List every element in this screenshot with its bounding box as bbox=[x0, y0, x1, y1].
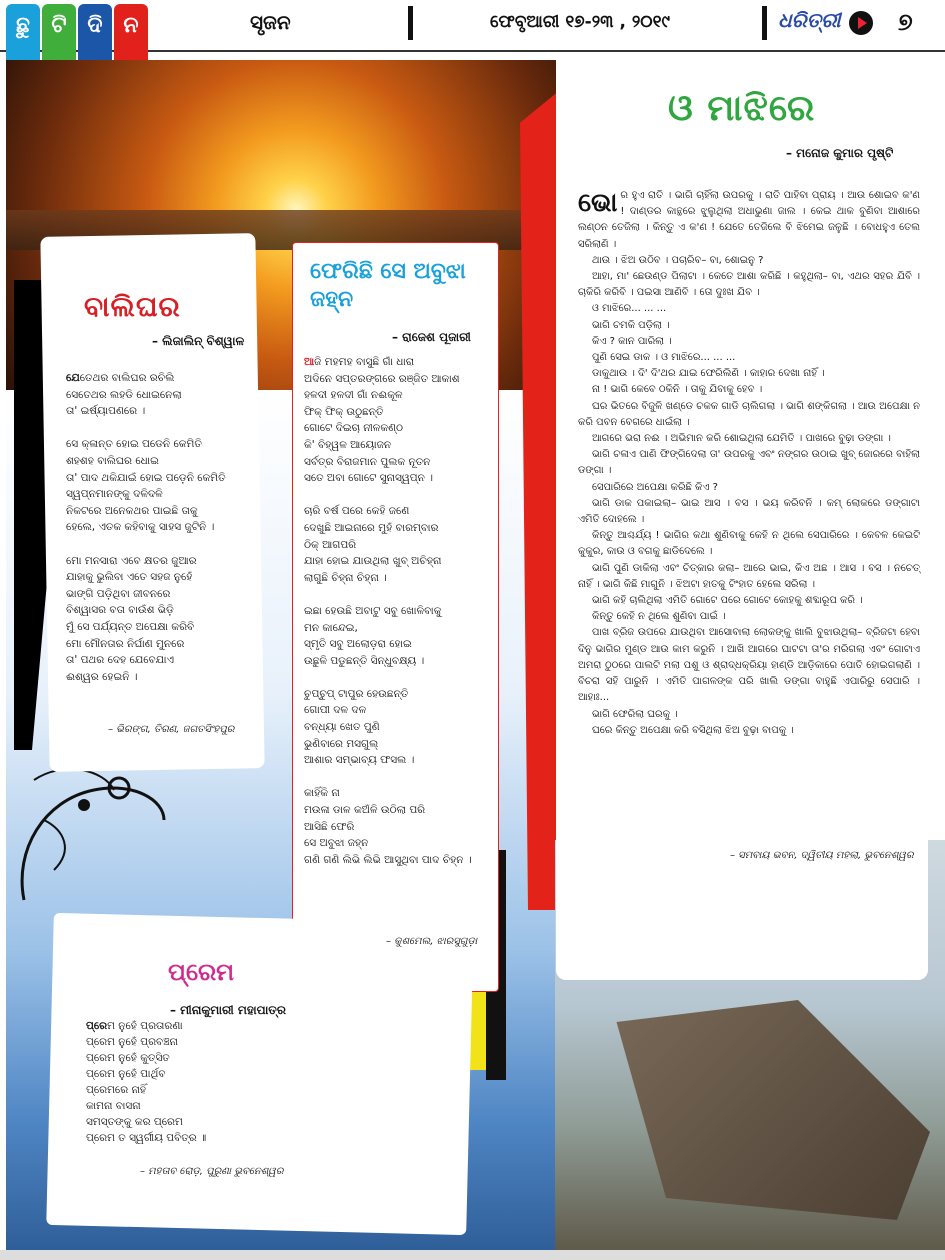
poem-place: – କୁଶମେଲ, ଝାରସୁଗୁଡ଼ା bbox=[386, 936, 478, 947]
logo-letter: ଛୁ bbox=[6, 4, 40, 66]
issue-date: ଫେବୃଆରୀ ୧୭-୨୩ , ୨୦୧୯ bbox=[490, 12, 670, 32]
story-paragraph: ଓ ମାଝିରେ... ... ... bbox=[592, 303, 667, 315]
play-icon bbox=[849, 11, 873, 35]
poem-body bbox=[86, 1018, 346, 1146]
poem-text: ମ ନୁହେଁ ପ୍ରତାରଣା ପ୍ରେମ ନୁହେଁ ପ୍ରବଞ୍ଚନା ପ୍ରେମ ନୁହେଁ କୁତ୍ସିତ ପ୍ରେମ ନୁହେଁ ପାର୍ଥିବ ପ୍ରେମରେ ନାହିଁ କାମନା ବାସନା ସମସ୍ତଙ୍କୁ କର ପ୍ରେମ ପ୍ରେମ ତ ସ୍ୱର୍ଗୀୟ ପବିତ୍ର ॥ bbox=[86, 1020, 207, 1144]
poem-author: – ରାଜେଶ ପୂଜାରୀ bbox=[392, 330, 471, 344]
story-paragraph: ଆହା, ମା' ଛେଉଣ୍ଡ ପିଲାଟା । କେତେ ଆଶା କରିଛି । କହୁଥିଲା– ବା, ଏଥର ସହର ଯିବି । ଚାକିରି କରିବି । ପଇସା ଆଣିବି । ତୋ ଦୁଃଖ ଯିବ । bbox=[578, 271, 920, 299]
story-paragraph: ନା ! ଭାଗି କେବେ ଠକିନି । ତାକୁ ଯିବାକୁ ହେବ । bbox=[592, 384, 763, 396]
story-place: – ସମବାୟ ଭବନ, ଦ୍ୱିତୀୟ ମହଲା, ଭୁବନେଶ୍ୱର bbox=[730, 850, 914, 861]
story-paragraph: ସେପାରିରେ ଅପେକ୍ଷା କରିଛି କିଏ ? bbox=[592, 481, 718, 493]
header-divider bbox=[762, 6, 767, 40]
story-title: ଓ ମାଝିରେ bbox=[668, 88, 816, 129]
story-paragraph: କିନ୍ତୁ କେହି ନ ଥିଲେ ଶୁଣିବା ପାଇଁ । bbox=[592, 611, 726, 623]
story-paragraph: କିନ୍ତୁ ଆଶ୍ଚର୍ଯ୍ୟ ! ଭାଗିର କଥା ଶୁଣିବାକୁ କେହି ନ ଥିଲେ ସେପାରିରେ । କେବଳ କେଇଟି କୁକୁର, କାଉ ଓ ବଗକୁ ଛାଡିଦେଲେ । bbox=[578, 530, 920, 558]
story-paragraph: ଭାଗି ଚଳାଏ ପାଣି ଫିଙ୍ଗିଦେଲା ତା' ଉପରକୁ ଏବଂ ନଙ୍ଗର ଉଠାଇ ଖୁବ୍ ଜୋରରେ ବାହିଲା ଡଙ୍ଗା । bbox=[578, 449, 920, 477]
logo-letter: ଟି bbox=[42, 4, 76, 66]
poem-title: ପ୍ରେମ bbox=[168, 958, 235, 986]
poem-author: – ଲିଜାଲିନ୍ ବିଶ୍ୱାଳ bbox=[152, 334, 245, 348]
story-paragraph: ଡାକୁଥାଉ । ଦି' ଦି'ଥର ଯାଇ ଫେରିଲିଣି । କାହାର ଦେଖା ନାହିଁ । bbox=[592, 368, 825, 380]
poem-author: – ମୀନାକୁମାରୀ ମହାପାତ୍ର bbox=[170, 1003, 286, 1017]
poem-text: ଜି ମହମହ ବାସୁଛି ଗାଁ ଧାରା ଅଦିନେ ସପ୍ତରଙ୍ଗରେ ରଞ୍ଜିତ ଆକାଶ ହଳଦୀ ହଳଦୀ ଗାଁ ନଈକୂଳ ଫିକ୍ ଫିକ୍ ଉଠୁଛନ୍ତି ଗୋଟେ ଦିଇଚା ନୀଳକଣ୍ଠ କି' ବିହ୍ୱଳ ଆୟୋଜନ ସର୍ବତ୍ର ବିରାଜମାନ ପୁଲକ ନୂତନ ସତେ ଅବା ଗୋଟେ ସୁନାସ୍ୱପ୍ନ । ଚାରି ବର୍ଷ ପରେ କେହି ଜଣେ ଦେଖୁଛି ଆଇନାରେ ମୁହଁ ବାରମ୍ବାର ଠିକ୍ ଆଗପରି ଯାହା ହୋଇ ଯାଉଥିଲା ଖୁବ୍ ଅଚିହ୍ନା ଲାଗୁଛି ଚିହ୍ନା ଚିହ୍ନା । ଇଛା ହେଉଛି ଅବାଟୁ ସବୁ ଖୋଳିବାକୁ ମନ କାନ୍ଦେଇ, ସ୍ମୃତି ସବୁ ଅଲୋଡ଼ରା ହୋଇ ଉଛୁଳି ପଡୁଛନ୍ତି ସିନ୍ଧୁବକ୍ଷ୍ୟ । ଚୁପ୍‌ଚୁପ୍ ଟାପୁର ହେଉଛନ୍ତି ଗୋପୀ ଦଳ ଦଳ ବନ୍ଧ୍ୟା ଖେତ ପୁଣି ଭୁଣିବାରେ ମସଗୁଲ୍ ଆଶାର ସମ୍ଭାବ୍ୟ ଫସଲ । କାହିଁକି ନା ମଉଳା ଡାଳ କଅଁଳି ଉଠିଲା ପରି ଆସିଛି ଫେରି ସେ ଅବୁଝା ଜହ୍ନ ଗଣି ଗଣି ଲିଭି ଲିଭି ଆସୁଥିବା ପାଦ ଚିହ୍ନ । bbox=[304, 356, 472, 866]
story-author: – ମନୋଜ କୁମାର ପୃଷ୍ଟି bbox=[786, 146, 894, 160]
poem-title: ବାଲିଘର bbox=[84, 290, 181, 323]
section-name: ସୃଜନ bbox=[250, 10, 291, 34]
logo-letter: ଦି bbox=[78, 4, 112, 66]
logo-letter: ନ bbox=[114, 4, 148, 66]
dropcap: ଆ bbox=[304, 356, 315, 368]
story-paragraph: ପୁଣି ସେଇ ଡାକ । ଓ ମାଝିରେ... ... ... bbox=[592, 352, 736, 364]
story-paragraph: ଭାଗି ଫେରିଲା ଘରକୁ । bbox=[592, 708, 678, 720]
dropcap: ପ୍ରେ bbox=[86, 1020, 108, 1032]
poem-body bbox=[304, 354, 494, 868]
story-paragraph: ଘରେ କିନ୍ତୁ ଅପେକ୍ଷା କରି ବସିଥିଲା ଝିଅ ବୁଢ଼ା ବାପକୁ । bbox=[592, 724, 794, 736]
story-paragraph: ଭାଗି କହି ଚାଲିଥିଲା ଏମିତି ଗୋଟେ ପରେ ଗୋଟେ କୋହକୁ ଶବ୍ଦାରୂପ କରି । bbox=[592, 595, 863, 607]
story-paragraph: ଘର ଭିତରେ ବିଜୁଳି ଖଣ୍ଡେ ଚକକ ଗାଡି ଚାଲିଗଲା । ଭାଗି ଶଙ୍କିଗଲା । ଆଉ ଅପେକ୍ଷା ନ କରି ପବନ ବେଗରେ ଧାଇଁଲା । bbox=[578, 400, 920, 428]
poem-title: ଫେରିଛି ସେ ଅବୁଝା ଜହ୍ନ bbox=[310, 259, 466, 312]
poem-text: ତେଥର ବାଲିଘର ରଚିଲି ସେତେଥର ଲହଡି ଧୋଇନେଲା ତା' ଇର୍ଷ୍ୟାପଣରେ । ସେ କ୍ଳାନ୍ତ ହୋଇ ପଡେନି କେମିତି ଶହଶହ ବାଲିଘର ଧୋଇ ତା' ପାଦ ଥକିଯାଇଁ ହୋଇ ପଡ଼େନି କେମିତି ସ୍ୱପ୍ନମାନଙ୍କୁ ଦଳିଦଳି ନିକଟରେ ଅନେକଥର ପାଇଛି ତାକୁ ହେଲେ, ଏତକ କହିବାକୁ ସାହସ ଜୁଟିନି । ମୋ ମନସାରା ଏବେ କ୍ଷତର ଜୁଆର ଯାହାକୁ ଭୁଲିବା ଏତେ ସହଜ ନୁହେଁ ଭାଙ୍ଗି ପଡ଼ିଥିବା ଜୀବନରେ ବିଶ୍ୱାସର ବତା ବାଉଁଶ ଭିଡ଼ି ମୁଁ ସେ ପର୍ଯ୍ୟନ୍ତ ଅପେକ୍ଷା କରିବି ମୋ ମୌନତାର ନିର୍ଘାଣ ମୁନରେ ତା' ପଥର ଦେହ ଯେବେଯାଏ ଈଶ୍ୱର ହେଇନି । bbox=[66, 372, 226, 683]
floral-ornament-icon bbox=[14, 760, 174, 910]
story-paragraph: ପାଖ ବ୍ରିଜ ଉପରେ ଯାଉଥିବା ଆସୋବାଲା ଲୋକଙ୍କୁ ଖାଲି ବୁଝାଉଥିଲା– ବ୍ରିଜଟା ହେବା ଦିନୁ ଭାଗିର ମୁଣ୍ଡ ଆଉ କାମ କରୁନି । ଆଖି ଆଗରେ ଘାଟଟା ତା'ର ମରିଗଲା ଏବଂ ଗୋଟାଏ ଅମରା ଠୁଠରେ ପାଲଟି ମଲା ପଶୁ ଓ ଶ୍ରାଦ୍ଧକ୍ରିୟା ହାଣ୍ଡି ଆଡ଼ିକାରେ ପୋତି ହୋଇଗଲାଣି । ବିଚରା ସହି ପାରୁନି । ଏମିତି ପାଗଳଙ୍କ ପରି ଖାଲି ଡଙ୍ଗା ବାହୁଛି ଏପାରିରୁ ସେପାରି । ଆହାଃ... bbox=[578, 627, 920, 704]
story-paragraph: ଭାଗି ଚମକି ପଡ଼ିଲା । bbox=[592, 319, 670, 331]
poem-place: – ମହତାବ ରୋଡ଼, ପୁରୁଣା ଭୁବନେଶ୍ୱର bbox=[140, 1166, 284, 1177]
page-header bbox=[0, 0, 945, 52]
dropcap: ଭୋ bbox=[578, 188, 618, 218]
page-number: ୭ bbox=[898, 8, 913, 36]
story-body bbox=[578, 188, 920, 739]
masthead-logo bbox=[6, 4, 148, 46]
page-footer-bar bbox=[0, 1250, 945, 1260]
story-paragraph: ଥାଉ । ଝିଅ ଉଠିବ । ପଚାରିବ– ବା, ଶୋଇନୁ ? bbox=[592, 254, 764, 266]
story-paragraph: ଭାଗି ଡାକ ପକାଇଲା– ଭାଇ ଆସ । ବସ । ଭୟ କରିବନି । କମ୍ ଲୋକରେ ଡଙ୍ଗାଟା ଏମିତି ଦୋହଲେ । bbox=[578, 497, 920, 526]
poem-body bbox=[66, 370, 256, 685]
story-paragraph: ଆଗରେ ଭରା ନଈ । ଅଭିମାନ କରି ଶୋଇଥିଲା ଯେମିତି । ପାଖରେ ବୁଢ଼ା ଡଙ୍ଗା । bbox=[592, 433, 891, 445]
story-paragraph: ଭାଗି ପୁଣି ଡାକିଲା ଏବଂ ଚିତ୍କାର କଲା– ଆରେ ଭାଇ, କିଏ ଅଛ । ଆସ । ବସ । ନଚେତ୍ ନାହିଁ । ଭାଗି କିଛି ମାଗୁନି । ଝିଅଟା ହାତକୁ ଟିଂହାତ ହେଲେ ସରିଲା । bbox=[578, 562, 920, 590]
header-divider bbox=[408, 6, 413, 40]
dropcap: ଯେ bbox=[66, 372, 80, 384]
brand-name: ଧରିତ୍ରୀ bbox=[778, 8, 841, 32]
story-paragraph: କିଏ ? କାନ ପାରିଲା । bbox=[592, 335, 672, 347]
poem-place: – ଭିରଙ୍ଗ, ତିରଣ, ଜଗତସିଂହପୁର bbox=[108, 724, 235, 735]
story-paragraph: ର ହୁଏ ରାତି । ଭାଗି ଚାହିଁଲା ଉପରକୁ । ରାତି ପାହିବା ପ୍ରାୟ । ଆଉ ଶୋଇବ କ'ଣ ! ଦାଣ୍ଡର କାନ୍ଥରେ ଝୁଲୁଥିଲା ଅଧାଭୁଣା ଜାଲ । କେଇ ଥାକ ବୁଣିବା ଆଶାରେ ଲଣ୍ଠନ ତେଜିଲା । କିନ୍ତୁ ଏ କ'ଣ ! ଯେତେ ତେଜିଲେ ବି ଝିମେଇ ଜଳୁଛି । ବୋଧହୁଏ ତେଲ ସରିଲାଣି । bbox=[578, 190, 920, 250]
